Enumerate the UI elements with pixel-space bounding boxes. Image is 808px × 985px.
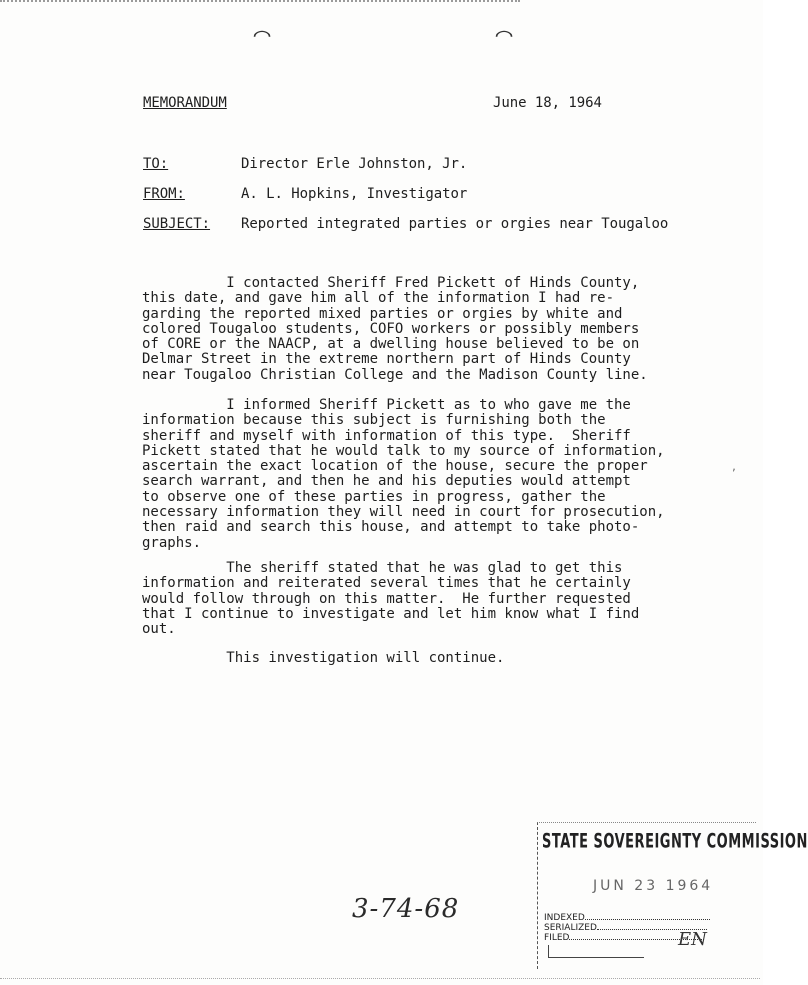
memo-date: June 18, 1964: [493, 95, 602, 111]
handwritten-file-number: 3-74-68: [352, 894, 460, 924]
stamp-title: STATE SOVEREIGNTY COMMISSION: [542, 831, 808, 854]
subject-value: Reported integrated parties or orgies near Tougaloo: [241, 216, 669, 232]
body-paragraph-4: This investigation will continue.: [142, 650, 505, 666]
stamp-indexed-line: [544, 913, 710, 923]
stamp-filed-label: FILED: [544, 933, 570, 943]
stamp-initials: EN: [678, 929, 707, 950]
margin-mark: ,: [731, 462, 738, 473]
body-paragraph-2: I informed Sheriff Pickett as to who gave me the information because this subject is furnishing both the sheriff and myself with information of this type. Sheriff Pickett stated that he would talk to my source of information, ascertain the exact location of the house, secure the proper search warrant, and then he and his deputies would attempt to observe one of these parties in progress, gather the necessary information they will need in court for prosecution, then raid and search this house, and attempt to take photo- graphs.: [142, 397, 665, 551]
to-label: TO:: [143, 156, 169, 172]
to-value: Director Erle Johnston, Jr.: [241, 156, 468, 172]
punch-mark-left: ⌒: [253, 22, 271, 46]
subject-label: SUBJECT:: [143, 216, 211, 232]
body-paragraph-3: The sheriff stated that he was glad to get this information and reiterated several times that he certainly would follow through on this matter. He further requested that I continue to investigate and let him know what I find out.: [142, 560, 640, 638]
stamp-serialized-label: SERIALIZED: [544, 923, 597, 933]
stamp-date: JUN 23 1964: [593, 878, 714, 894]
stamp-indexed-label: INDEXED: [544, 913, 585, 923]
memo-title: MEMORANDUM: [143, 95, 227, 111]
bottom-edge-perforation: [0, 978, 760, 979]
top-edge-perforation: [0, 0, 520, 4]
commission-stamp: [537, 822, 808, 969]
punch-mark-right: ⌒: [495, 22, 513, 46]
from-label: FROM:: [143, 186, 185, 202]
stamp-box: [548, 945, 644, 958]
from-value: A. L. Hopkins, Investigator: [241, 186, 468, 202]
body-paragraph-1: I contacted Sheriff Fred Pickett of Hinds County, this date, and gave him all of the information I had re- garding the reported mixed parties or orgies by white and colored Tougaloo students, COFO workers or possibly members of CORE or the NAACP, at a dwelling house believed to be on Delmar Street in the extreme northern part of Hinds County near Tougaloo Christian College and the Madison County line.: [142, 275, 648, 383]
